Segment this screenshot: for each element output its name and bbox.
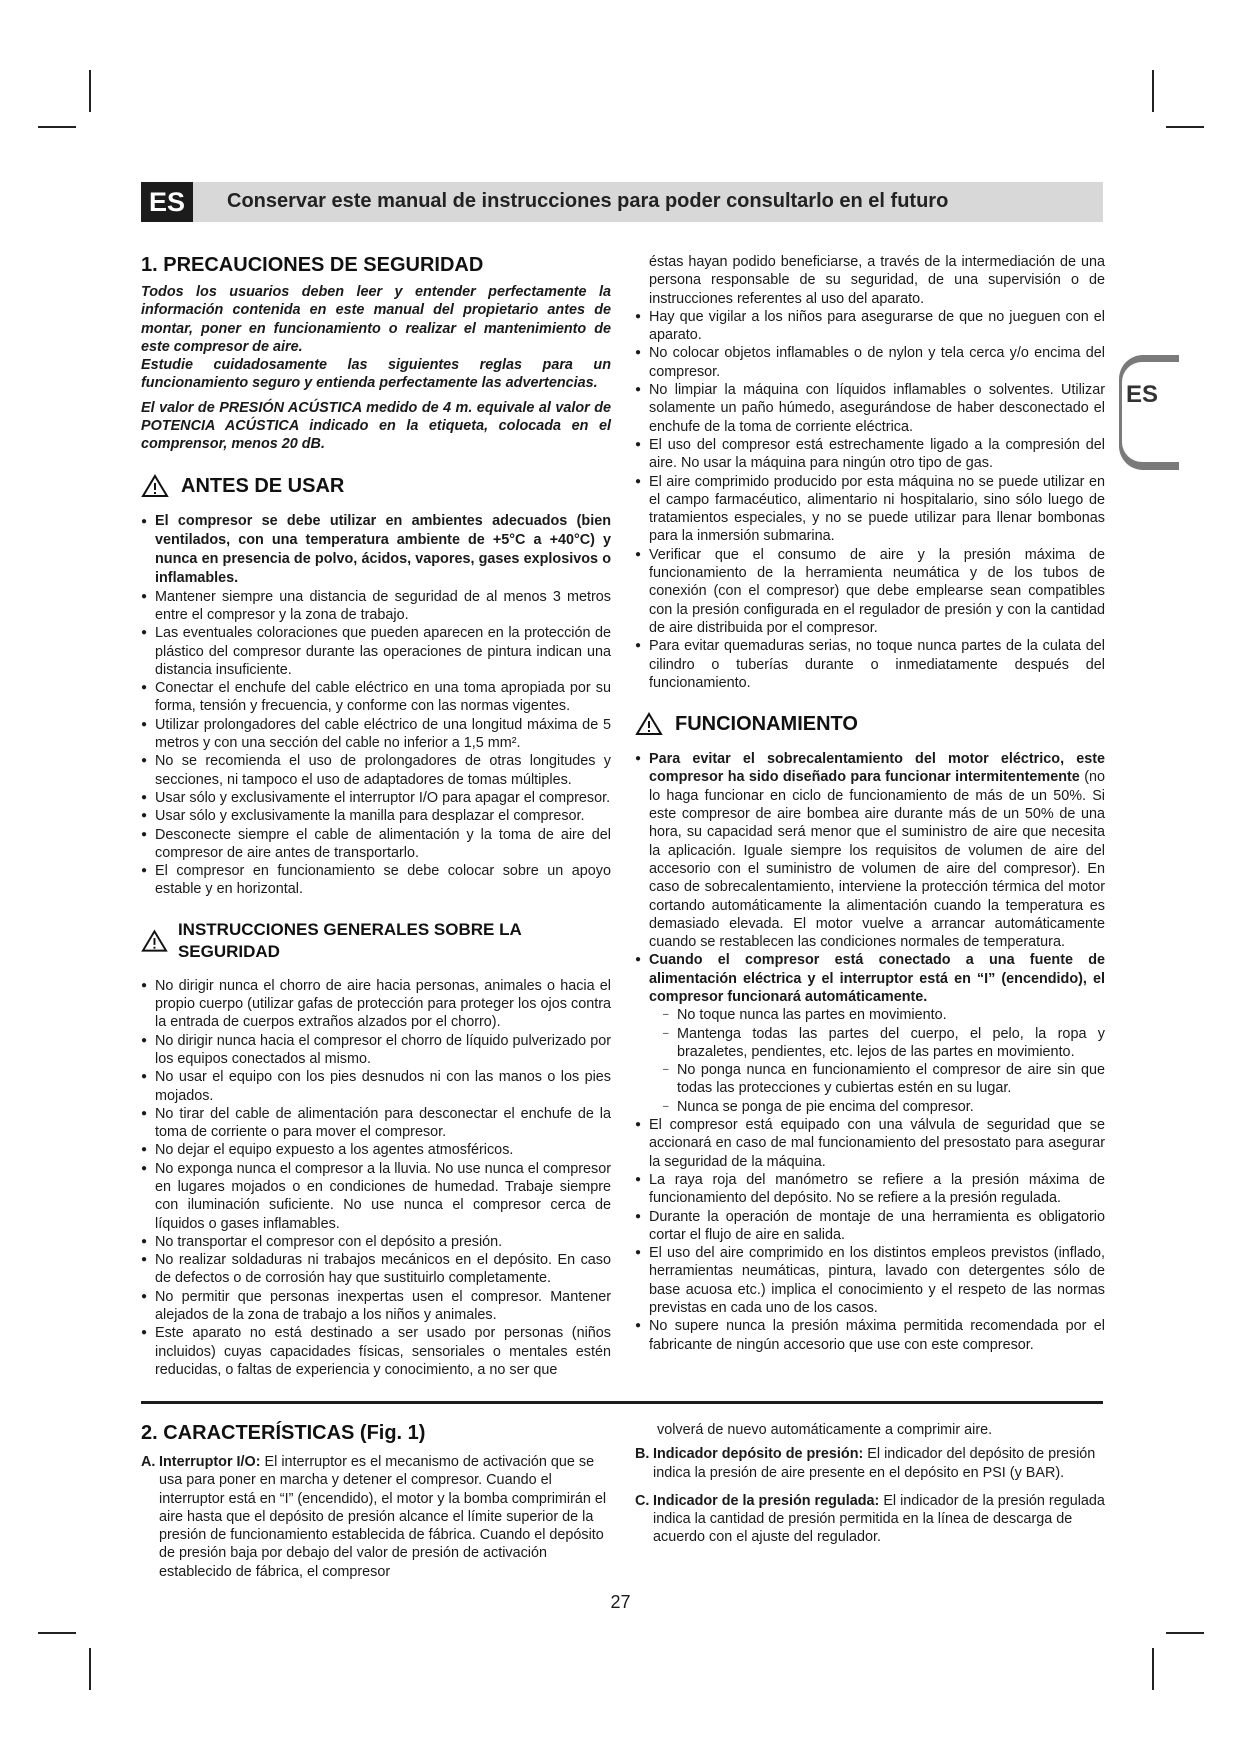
crop-mark: [1152, 1648, 1154, 1690]
continued-paragraph: éstas hayan podido beneficiarse, a través de la intermediación de una persona responsable de su seguridad, de una supervisión o de instrucciones referentes al uso del aparato.: [649, 254, 1105, 307]
list-item: ● Conectar el enchufe del cable eléctrico en una toma apropiada por su forma, tensión y frecuencia, y conforme con las normas vigentes.: [141, 679, 611, 716]
list-item: ● Desconecte siempre el cable de alimentación y la toma de aire del compresor de aire antes de transportarlo.: [141, 826, 611, 863]
intro-paragraph: El valor de PRESIÓN ACÚSTICA medido de 4 m. equivale al valor de POTENCIA ACÚSTICA indicado en la etiqueta, colocada en el comprensor, menos 20 dB.: [141, 399, 611, 453]
feature-a: [141, 1453, 611, 1581]
list-item: ● Para evitar quemaduras serias, no toque nunca partes de la culata del cilindro o tuberías durante o inmediatamente después del funcionamiento.: [635, 637, 1105, 692]
list-item: ● No permitir que personas inexpertas usen el compresor. Mantener alejados de la zona de trabajo a los niños y animales.: [141, 1288, 611, 1325]
funcionamiento-title: FUNCIONAMIENTO: [675, 713, 858, 736]
feature-label: Indicador de la presión regulada:: [653, 1492, 880, 1509]
feature-a-continued: volverá de nuevo automáticamente a comprimir aire.: [657, 1422, 993, 1438]
list-item: ● Utilizar prolongadores del cable eléctrico de una longitud máxima de 5 metros y con una sección del cable no inferior a 1,5 mm².: [141, 716, 611, 753]
item-bold-lead: Cuando el compresor está conectado a una fuente de alimentación eléctrica y el interruptor está en “I” (encendido), el compresor funcionará automáticamente.: [649, 952, 1105, 1005]
antes-list: [141, 512, 611, 899]
intro-paragraph: Todos los usuarios deben leer y entender perfectamente la información contenida en este manual del propietario antes de montar, poner en funcionamiento o realizar el mantenimiento de este compresor de aire.: [141, 284, 611, 355]
dash-item: – Mantenga todas las partes del cuerpo, el pelo, la ropa y brazaletes, pendientes, etc. lejos de las partes en movimiento.: [663, 1025, 1105, 1062]
warning-icon: [141, 929, 168, 953]
list-item: ● El compresor está equipado con una válvula de seguridad que se accionará en caso de mal funcionamiento del presostato para asegurar la seguridad de la máquina.: [635, 1116, 1105, 1171]
list-item: ● Hay que vigilar a los niños para asegurarse de que no jueguen con el aparato.: [635, 308, 1105, 345]
feature-key: C.: [635, 1492, 650, 1509]
list-item: ● El uso del aire comprimido en los distintos empleos previstos (inflado, herramientas neumáticas, pintura, lavado con detergentes sólo de base acuosa etc.) implica el conocimiento y el respeto de las normas previstas en cada uno de los casos.: [635, 1244, 1105, 1317]
dash-item: – No toque nunca las partes en movimiento.: [663, 1006, 1105, 1024]
feature-c: [635, 1492, 1105, 1547]
left-column: [141, 253, 611, 1379]
generales-title: INSTRUCCIONES GENERALES SOBRE LA SEGURIDAD: [177, 919, 522, 961]
feature-key: B.: [635, 1446, 650, 1463]
crop-mark: [38, 1632, 76, 1634]
section2-title: 2. CARACTERÍSTICAS (Fig. 1): [141, 1422, 426, 1444]
item-bold-lead: Para evitar el sobrecalentamiento del motor eléctrico, este compresor ha sido diseñado para funcionar intermitentemente: [649, 751, 1105, 786]
section2-right: [635, 1421, 1105, 1547]
list-item: ● Durante la operación de montaje de una herramienta es obligatorio cortar el flujo de aire en salida.: [635, 1208, 1105, 1245]
funcionamiento-list: [635, 750, 1105, 1354]
feature-text: El interruptor es el mecanismo de activación que se usa para poner en marcha y detener el compresor. Cuando el interruptor está en “I” (encendido), el motor y la bomba comprimirán el aire hasta que el depósito de presión alcance el límite superior de la presión de funcionamiento establecida de fábrica. Cuando el depósito de presión baja por debajo del valor de presión de activación establecido de fábrica, el compresor: [159, 1454, 607, 1580]
list-item: ● No se recomienda el uso de prolongadores de otras longitudes y secciones, ni tampoco el uso de adaptadores de tomas múltiples.: [141, 752, 611, 789]
feature-text: El indicador de la presión regulada indica la cantidad de presión permitida en la línea de descarga de acuerdo con el ajuste del regulador.: [653, 1492, 1105, 1546]
list-item: ● No dirigir nunca hacia el compresor el chorro de líquido pulverizado por los equipos conectados al mismo.: [141, 1032, 611, 1069]
section-divider: [141, 1401, 1103, 1404]
crop-mark: [1166, 126, 1204, 128]
right-column: [635, 253, 1105, 1354]
antes-heading: [141, 474, 611, 498]
list-item: ● La raya roja del manómetro se refiere a la presión máxima de funcionamiento del depósito. No se refiere a la presión regulada.: [635, 1171, 1105, 1208]
side-tab-label: ES: [1126, 381, 1159, 408]
list-item: ● El compresor se debe utilizar en ambientes adecuados (bien ventilados, con una temperatura ambiente de +5°C a +40°C) y nunca en presencia de polvo, ácidos, vapores, gases explosivos o inflamables.: [141, 512, 611, 588]
list-item: ● El uso del compresor está estrechamente ligado a la compresión del aire. No usar la máquina para ningún otro tipo de gas.: [635, 436, 1105, 473]
list-item: ● No realizar soldaduras ni trabajos mecánicos en el depósito. En caso de defectos o de corrosión hay que sustituirlo completamente.: [141, 1251, 611, 1288]
crop-mark: [89, 70, 91, 112]
list-item: ● El compresor en funcionamiento se debe colocar sobre un apoyo estable y en horizontal.: [141, 862, 611, 899]
side-language-tab-inner: [1122, 362, 1182, 462]
dash-item: – Nunca se ponga de pie encima del compresor.: [663, 1098, 1105, 1116]
list-item: ● No limpiar la máquina con líquidos inflamables o solventes. Utilizar solamente un paño húmedo, asegurándose de haber desconectado el enchufe de la toma de corriente eléctrica.: [635, 381, 1105, 436]
list-item: ● El aire comprimido producido por esta máquina no se puede utilizar en el campo farmacéutico, alimentario ni hospitalario, sino sólo luego de tratamientos especiales, y no se puede utilizar para llenar bombonas para la inmersión submarina.: [635, 473, 1105, 546]
crop-mark: [1166, 1632, 1204, 1634]
feature-body: [159, 1453, 611, 1581]
feature-body: [653, 1445, 1105, 1482]
warning-icon: [141, 474, 169, 498]
list-item: ● No dejar el equipo expuesto a los agentes atmosféricos.: [141, 1141, 611, 1159]
feature-label: Indicador depósito de presión:: [653, 1446, 864, 1463]
warning-icon: [635, 712, 663, 736]
list-item: ● No exponga nunca el compresor a la lluvia. No use nunca el compresor en lugares mojados o en condiciones de humedad. Trabaje siempre con iluminación suficiente. No use nunca el compresor cerca de líquidos o gases inflamables.: [141, 1160, 611, 1233]
generales-list: [141, 977, 611, 1380]
list-item: ● No dirigir nunca el chorro de aire hacia personas, animales o hacia el propio cuerpo (utilizar gafas de protección para proteger los ojos contra la entrada de cuerpos extraños alzados por el chorro).: [141, 977, 611, 1032]
dash-list: [649, 1006, 1105, 1116]
header-title: Conservar este manual de instrucciones para poder consultarlo en el futuro: [227, 190, 949, 212]
list-item: ● Este aparato no está destinado a ser usado por personas (niños incluidos) cuyas capacidades físicas, sensoriales o mentales estén reducidas, o faltas de experiencia y conocimiento, a no ser que: [141, 1324, 611, 1379]
language-badge: ES: [141, 182, 193, 222]
list-item: ● Usar sólo y exclusivamente la manilla para desplazar el compresor.: [141, 807, 611, 825]
list-item: ● No supere nunca la presión máxima permitida recomendada por el fabricante de ningún accesorio que use con este compresor.: [635, 1317, 1105, 1354]
list-item: ● Verificar que el consumo de aire y la presión máxima de funcionamiento de la herramienta neumática y de los tubos de conexión (con el compresor) que debe emplearse sean compatibles con la presión configurada en el regulador de presión y con la cantidad de aire distribuida por el compresor.: [635, 546, 1105, 637]
section2-left: [141, 1421, 611, 1581]
generales-heading: [141, 919, 611, 963]
list-item: ● No tirar del cable de alimentación para desconectar el enchufe de la toma de corriente o para mover el compresor.: [141, 1105, 611, 1142]
crop-mark: [1152, 70, 1154, 112]
funcionamiento-heading: [635, 712, 1105, 736]
item-text: (no lo haga funcionar en ciclo de funcionamiento de más de un 50%. Si este compresor de aire bombea aire durante más de un 50% de una hora, su capacidad será menor que el suministro de aire que necesita la aplicación. Iguale siempre los requisitos de volumen de aire del accesorio con el suministro de volumen de aire del compresor). En caso de sobrecalentamiento, interviene la protección térmica del motor cortando automáticamente la alimentación cuando la temperatura es demasiado elevada. El motor vuelve a arrancar automáticamente cuando se restablecen las condiciones normales de temperatura.: [649, 769, 1105, 951]
list-item: [635, 951, 1105, 1116]
crop-mark: [38, 126, 76, 128]
feature-text: El indicador del depósito de presión indica la presión de aire presente en el depósito en PSI (y BAR).: [653, 1446, 1096, 1481]
list-item: [635, 750, 1105, 951]
feature-body: [653, 1492, 1105, 1547]
dash-item: – No ponga nunca en funcionamiento el compresor de aire sin que todas las protecciones y cubiertas estén en su lugar.: [663, 1061, 1105, 1098]
feature-key: A.: [141, 1454, 156, 1470]
right-list: [635, 308, 1105, 692]
antes-title: ANTES DE USAR: [181, 474, 345, 497]
intro-paragraph: Estudie cuidadosamente las siguientes reglas para un funcionamiento seguro y entienda perfectamente las advertencias.: [141, 357, 611, 392]
list-item: ● Mantener siempre una distancia de seguridad de al menos 3 metros entre el compresor y la zona de trabajo.: [141, 588, 611, 625]
section1-title: 1. PRECAUCIONES DE SEGURIDAD: [141, 254, 484, 276]
page-number: 27: [610, 1592, 631, 1612]
list-item: ● Las eventuales coloraciones que pueden aparecen en la protección de plástico del compresor durante las operaciones de pintura indican una distancia insuficiente.: [141, 624, 611, 679]
crop-mark: [89, 1648, 91, 1690]
list-item: ● Usar sólo y exclusivamente el interruptor I/O para apagar el compresor.: [141, 789, 611, 807]
list-item: ● No transportar el compresor con el depósito a presión.: [141, 1233, 611, 1251]
feature-label: Interruptor I/O:: [159, 1454, 261, 1470]
feature-b: [635, 1445, 1105, 1482]
list-item: ● No colocar objetos inflamables o de nylon y tela cerca y/o encima del compresor.: [635, 344, 1105, 381]
list-item: ● No usar el equipo con los pies desnudos ni con las manos o los pies mojados.: [141, 1068, 611, 1105]
